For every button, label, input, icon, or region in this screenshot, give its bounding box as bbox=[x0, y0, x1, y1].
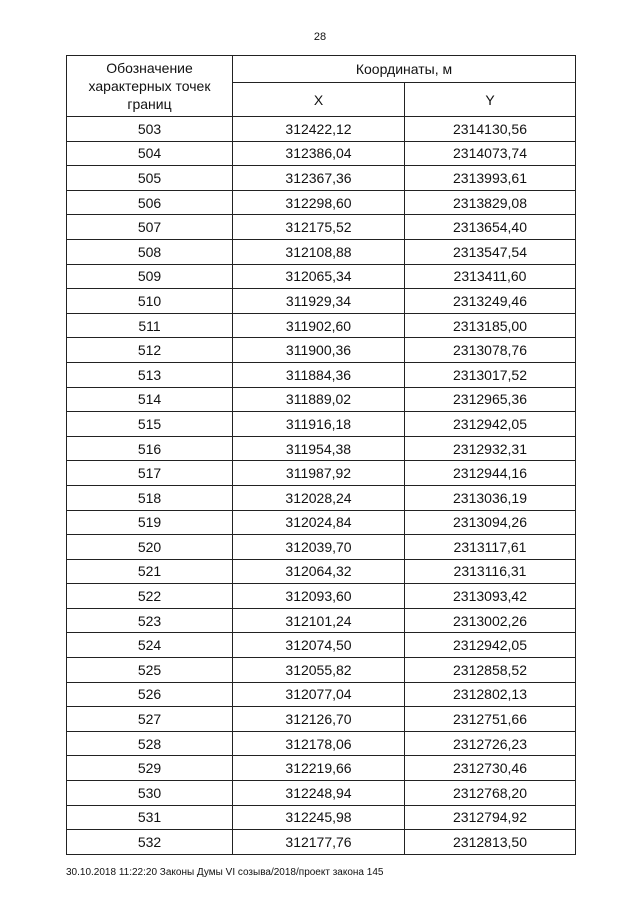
point-id-cell: 526 bbox=[67, 682, 233, 707]
table-row bbox=[67, 190, 576, 215]
table-row bbox=[67, 264, 576, 289]
y-coordinate-cell: 2313829,08 bbox=[405, 190, 576, 215]
point-id-cell: 513 bbox=[67, 362, 233, 387]
point-id-cell: 520 bbox=[67, 535, 233, 560]
y-coordinate-cell: 2312794,92 bbox=[405, 805, 576, 830]
y-coordinate-cell: 2313093,42 bbox=[405, 584, 576, 609]
table-row bbox=[67, 633, 576, 658]
table-row bbox=[67, 510, 576, 535]
y-coordinate-cell: 2312751,66 bbox=[405, 707, 576, 732]
x-coordinate-cell: 311954,38 bbox=[233, 436, 405, 461]
table-row bbox=[67, 830, 576, 855]
point-id-cell: 508 bbox=[67, 239, 233, 264]
x-coordinate-cell: 312065,34 bbox=[233, 264, 405, 289]
y-coordinate-cell: 2312942,05 bbox=[405, 412, 576, 437]
table-row bbox=[67, 682, 576, 707]
x-coordinate-cell: 311916,18 bbox=[233, 412, 405, 437]
point-id-cell: 510 bbox=[67, 289, 233, 314]
x-coordinate-cell: 312093,60 bbox=[233, 584, 405, 609]
point-id-cell: 514 bbox=[67, 387, 233, 412]
document-footer: 30.10.2018 11:22:20 Законы Думы VI созыва/2018/проект закона 145 bbox=[66, 867, 384, 878]
point-id-cell: 504 bbox=[67, 141, 233, 166]
page-number: 28 bbox=[313, 31, 327, 43]
table-row bbox=[67, 559, 576, 584]
y-coordinate-cell: 2312942,05 bbox=[405, 633, 576, 658]
x-coordinate-cell: 312219,66 bbox=[233, 756, 405, 781]
table-row bbox=[67, 805, 576, 830]
table-row bbox=[67, 215, 576, 240]
table-row bbox=[67, 658, 576, 683]
y-coordinate-cell: 2313094,26 bbox=[405, 510, 576, 535]
point-id-cell: 524 bbox=[67, 633, 233, 658]
table-row bbox=[67, 387, 576, 412]
table-row bbox=[67, 239, 576, 264]
y-coordinate-cell: 2312965,36 bbox=[405, 387, 576, 412]
table-row bbox=[67, 584, 576, 609]
x-coordinate-cell: 311900,36 bbox=[233, 338, 405, 363]
x-coordinate-cell: 312177,76 bbox=[233, 830, 405, 855]
x-coordinate-cell: 312422,12 bbox=[233, 117, 405, 142]
x-coordinate-cell: 312126,70 bbox=[233, 707, 405, 732]
table-row bbox=[67, 166, 576, 191]
point-id-cell: 532 bbox=[67, 830, 233, 855]
point-id-cell: 511 bbox=[67, 313, 233, 338]
x-coordinate-cell: 312175,52 bbox=[233, 215, 405, 240]
point-id-cell: 506 bbox=[67, 190, 233, 215]
x-coordinate-cell: 312028,24 bbox=[233, 485, 405, 510]
point-id-cell: 512 bbox=[67, 338, 233, 363]
x-coordinate-cell: 312108,88 bbox=[233, 239, 405, 264]
point-id-cell: 509 bbox=[67, 264, 233, 289]
point-id-cell: 517 bbox=[67, 461, 233, 486]
header-x: X bbox=[233, 83, 405, 117]
x-coordinate-cell: 312386,04 bbox=[233, 141, 405, 166]
header-coordinates: Координаты, м bbox=[233, 56, 576, 83]
table-row bbox=[67, 461, 576, 486]
x-coordinate-cell: 312055,82 bbox=[233, 658, 405, 683]
table-row bbox=[67, 412, 576, 437]
y-coordinate-cell: 2312730,46 bbox=[405, 756, 576, 781]
y-coordinate-cell: 2313249,46 bbox=[405, 289, 576, 314]
x-coordinate-cell: 311902,60 bbox=[233, 313, 405, 338]
table-row bbox=[67, 362, 576, 387]
y-coordinate-cell: 2313993,61 bbox=[405, 166, 576, 191]
x-coordinate-cell: 312074,50 bbox=[233, 633, 405, 658]
y-coordinate-cell: 2312802,13 bbox=[405, 682, 576, 707]
y-coordinate-cell: 2313002,26 bbox=[405, 608, 576, 633]
y-coordinate-cell: 2312944,16 bbox=[405, 461, 576, 486]
x-coordinate-cell: 311889,02 bbox=[233, 387, 405, 412]
table-row bbox=[67, 608, 576, 633]
table-row bbox=[67, 707, 576, 732]
y-coordinate-cell: 2313411,60 bbox=[405, 264, 576, 289]
table-row bbox=[67, 289, 576, 314]
y-coordinate-cell: 2313654,40 bbox=[405, 215, 576, 240]
table-row bbox=[67, 313, 576, 338]
y-coordinate-cell: 2312858,52 bbox=[405, 658, 576, 683]
table-row bbox=[67, 756, 576, 781]
y-coordinate-cell: 2313185,00 bbox=[405, 313, 576, 338]
x-coordinate-cell: 312298,60 bbox=[233, 190, 405, 215]
header-designation: Обозначение характерных точек границ bbox=[67, 56, 233, 117]
y-coordinate-cell: 2313116,31 bbox=[405, 559, 576, 584]
point-id-cell: 516 bbox=[67, 436, 233, 461]
y-coordinate-cell: 2312932,31 bbox=[405, 436, 576, 461]
y-coordinate-cell: 2313017,52 bbox=[405, 362, 576, 387]
y-coordinate-cell: 2314073,74 bbox=[405, 141, 576, 166]
table-row bbox=[67, 781, 576, 806]
x-coordinate-cell: 312077,04 bbox=[233, 682, 405, 707]
table-row bbox=[67, 485, 576, 510]
y-coordinate-cell: 2313036,19 bbox=[405, 485, 576, 510]
point-id-cell: 531 bbox=[67, 805, 233, 830]
table-row bbox=[67, 535, 576, 560]
point-id-cell: 527 bbox=[67, 707, 233, 732]
point-id-cell: 528 bbox=[67, 731, 233, 756]
y-coordinate-cell: 2313117,61 bbox=[405, 535, 576, 560]
x-coordinate-cell: 312245,98 bbox=[233, 805, 405, 830]
x-coordinate-cell: 312248,94 bbox=[233, 781, 405, 806]
point-id-cell: 515 bbox=[67, 412, 233, 437]
table-row bbox=[67, 338, 576, 363]
point-id-cell: 507 bbox=[67, 215, 233, 240]
x-coordinate-cell: 311987,92 bbox=[233, 461, 405, 486]
header-y: Y bbox=[405, 83, 576, 117]
point-id-cell: 523 bbox=[67, 608, 233, 633]
table-row bbox=[67, 731, 576, 756]
point-id-cell: 519 bbox=[67, 510, 233, 535]
y-coordinate-cell: 2312768,20 bbox=[405, 781, 576, 806]
y-coordinate-cell: 2313547,54 bbox=[405, 239, 576, 264]
point-id-cell: 522 bbox=[67, 584, 233, 609]
y-coordinate-cell: 2313078,76 bbox=[405, 338, 576, 363]
x-coordinate-cell: 312178,06 bbox=[233, 731, 405, 756]
x-coordinate-cell: 312064,32 bbox=[233, 559, 405, 584]
table-row bbox=[67, 117, 576, 142]
x-coordinate-cell: 312039,70 bbox=[233, 535, 405, 560]
coordinates-table bbox=[66, 55, 576, 855]
point-id-cell: 530 bbox=[67, 781, 233, 806]
point-id-cell: 521 bbox=[67, 559, 233, 584]
x-coordinate-cell: 312367,36 bbox=[233, 166, 405, 191]
table-body bbox=[67, 117, 576, 855]
x-coordinate-cell: 312101,24 bbox=[233, 608, 405, 633]
point-id-cell: 503 bbox=[67, 117, 233, 142]
point-id-cell: 529 bbox=[67, 756, 233, 781]
y-coordinate-cell: 2314130,56 bbox=[405, 117, 576, 142]
y-coordinate-cell: 2312813,50 bbox=[405, 830, 576, 855]
x-coordinate-cell: 311884,36 bbox=[233, 362, 405, 387]
x-coordinate-cell: 312024,84 bbox=[233, 510, 405, 535]
table-row bbox=[67, 436, 576, 461]
point-id-cell: 525 bbox=[67, 658, 233, 683]
point-id-cell: 518 bbox=[67, 485, 233, 510]
table-row bbox=[67, 141, 576, 166]
point-id-cell: 505 bbox=[67, 166, 233, 191]
x-coordinate-cell: 311929,34 bbox=[233, 289, 405, 314]
y-coordinate-cell: 2312726,23 bbox=[405, 731, 576, 756]
